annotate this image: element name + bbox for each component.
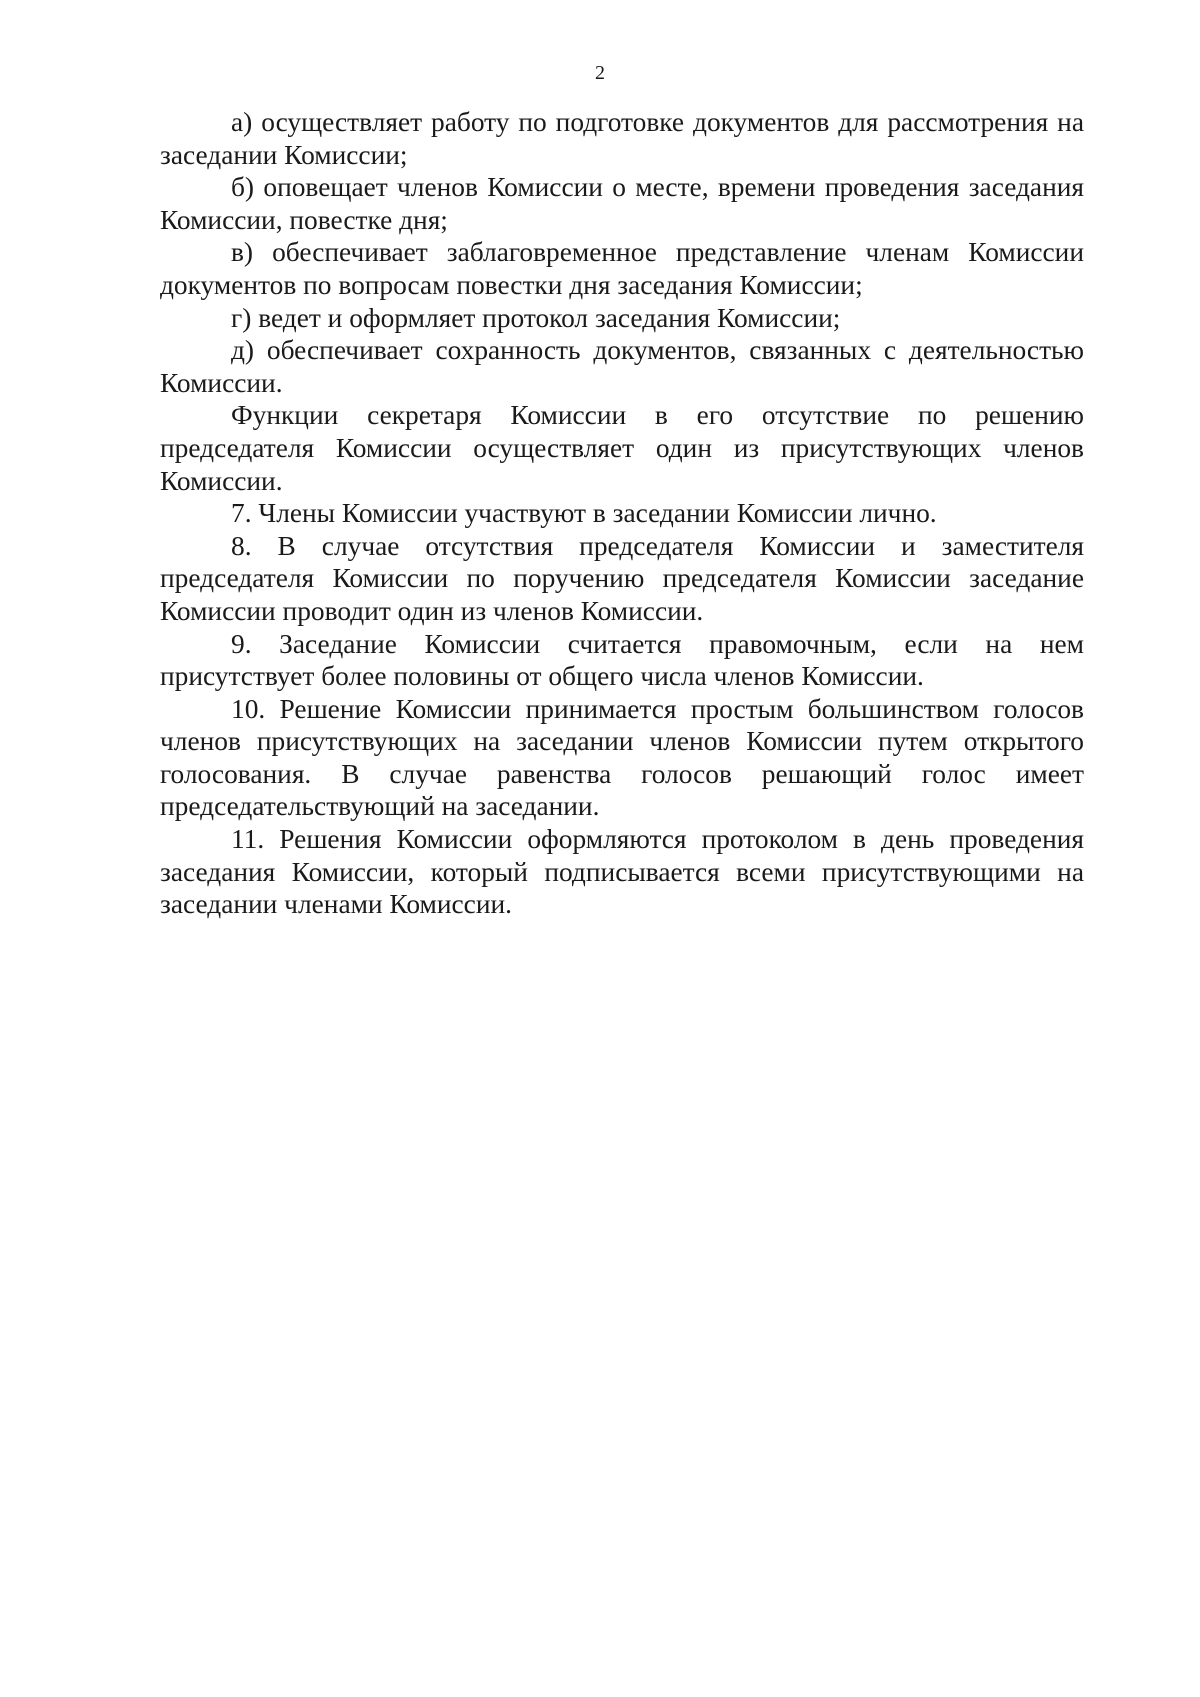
document-body xyxy=(160,106,1084,921)
paragraph-secretary-substitute: Функции секретаря Комиссии в его отсутствие по решению председателя Комиссии осуществляет один из присутствующих членов Комиссии. xyxy=(160,400,1084,496)
paragraph-secretary-duty-e: д) обеспечивает сохранность документов, связанных с деятельностью Комиссии. xyxy=(160,335,1084,398)
paragraph-secretary-duty-b: б) оповещает членов Комиссии о месте, времени проведения заседания Комиссии, повестке дня; xyxy=(160,172,1084,235)
paragraph-secretary-duty-d: г) ведет и оформляет протокол заседания Комиссии; xyxy=(231,302,841,333)
paragraph-secretary-duty-c: в) обеспечивает заблаговременное представление членам Комиссии документов по вопросам повестки дня заседания Комиссии; xyxy=(160,237,1084,300)
page-number: 2 xyxy=(595,62,605,84)
paragraph-clause-7: 7. Члены Комиссии участвуют в заседании Комиссии лично. xyxy=(231,498,937,529)
paragraph-clause-11: 11. Решения Комиссии оформляются протоколом в день проведения заседания Комиссии, который подписывается всеми присутствующими на заседании членами Комиссии. xyxy=(160,824,1084,920)
paragraph-clause-8: 8. В случае отсутствия председателя Комиссии и заместителя председателя Комиссии по поручению председателя Комиссии заседание Комиссии проводит один из членов Комиссии. xyxy=(160,530,1084,626)
paragraph-secretary-duty-a: а) осуществляет работу по подготовке документов для рассмотрения на заседании Комиссии; xyxy=(160,107,1084,170)
paragraph-clause-9: 9. Заседание Комиссии считается правомочным, если на нем присутствует более половины от общего числа членов Комиссии. xyxy=(160,628,1084,692)
paragraph-clause-10: 10. Решение Комиссии принимается простым большинством голосов членов присутствующих на заседании членов Комиссии путем открытого голосования. В случае равенства голосов решающий голос имеет председательствующий на заседании. xyxy=(160,693,1084,822)
